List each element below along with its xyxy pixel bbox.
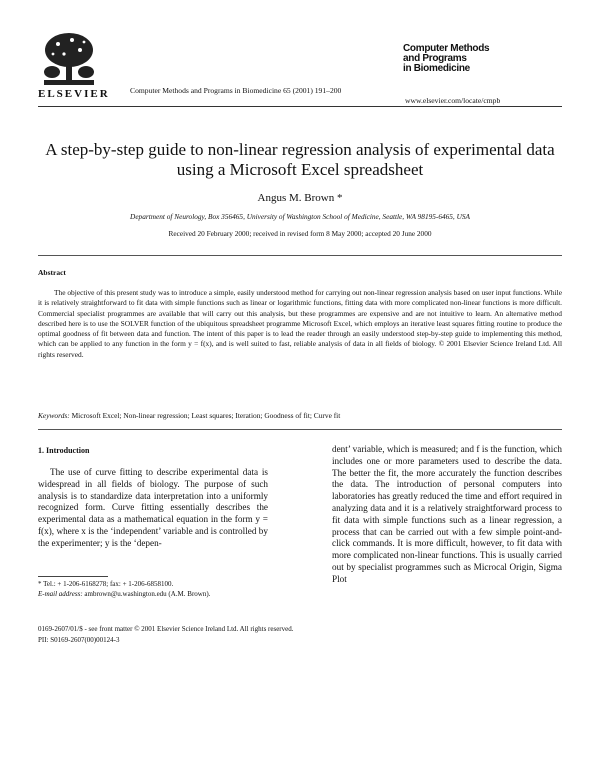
front-matter bbox=[38, 624, 294, 646]
footnote-email bbox=[38, 590, 268, 600]
journal-reference: Computer Methods and Programs in Biomedicine 65 (2001) 191–200 bbox=[130, 86, 342, 95]
footnote-contact: * Tel.: + 1-206-6168278; fax: + 1-206-6858100. bbox=[38, 580, 174, 588]
author-name: Angus M. Brown * bbox=[257, 192, 343, 204]
abstract-text: The objective of this present study was to introduce a simple, easily understood method for carrying out non-linear regression analysis based on user input functions. While it is relatively straightforward to fit data with simple functions such as linear or logarithmic functions, fitting data with more complicated non-linear functions is more difficult. Commercial specialist programmes are available that will carry out this analysis, but these programmes are expensive and are not intuitive to learn. An alternative method described here is to use the SOLVER function of the ubiquitous spreadsheet programme Microsoft Excel, which employs an iterative least squares fitting routine to produce the optimal goodness of fit between data and function. The intent of this paper is to lead the reader through an easily understood step-by-step guide to implementing this method, which can be applied to any function in the form y = f(x), and is well suited to fast, reliable analysis of data in all fields of biology. © 2001 Elsevier Science Ireland Ltd. All rights reserved. bbox=[38, 288, 562, 359]
abstract-heading: Abstract bbox=[38, 268, 66, 277]
pii-line: PII: S0169-2607(00)00124-3 bbox=[38, 636, 120, 644]
issn-line: 0169-2607/01/$ - see front matter © 2001 Elsevier Science Ireland Ltd. All rights reserved. bbox=[38, 625, 294, 633]
footnote-rule bbox=[38, 576, 108, 577]
article-title: A step-by-step guide to non-linear regression analysis of experimental data using a Microsoft Excel spreadsheet bbox=[45, 140, 555, 179]
journal-url-link[interactable]: www.elsevier.com/locate/cmpb bbox=[405, 96, 501, 105]
keywords-list: Microsoft Excel; Non-linear regression; Least squares; Iteration; Goodness of fit; Curve fit bbox=[71, 411, 341, 420]
keywords-label: Keywords: bbox=[38, 411, 70, 420]
received-dates: Received 20 February 2000; received in revised form 8 May 2000; accepted 20 June 2000 bbox=[168, 229, 432, 238]
body-column-left: The use of curve fitting to describe experimental data is widespread in all fields of biology. The purpose of such analysis is to standardize data interpretation into a uniformly recognized form. Curve fitting essentially describes the experimental data as a mathematical equation in the form y = f(x), where x is the ‘independent’ variable and is controlled by the experimenter; y is the ‘depen- bbox=[38, 467, 268, 548]
journal-brand bbox=[403, 44, 563, 74]
abstract-bottom-rule bbox=[38, 429, 562, 430]
journal-brand-line: and Programs bbox=[403, 53, 467, 64]
abstract-top-rule bbox=[38, 255, 562, 256]
keywords bbox=[38, 411, 562, 420]
publisher-name: ELSEVIER bbox=[38, 88, 110, 100]
header-rule bbox=[38, 106, 562, 107]
body-column-right: dent’ variable, which is measured; and f is the function, which includes one or more parameters used to describe the data. The better the fit, the more accurately the function describes the data. The introduction of personal computers into laboratories has greatly reduced the time and effort required in analyzing data and it is a relatively straightforward process to fit data with simple functions such as a linear regression, a process that can be carried out with a few simple point-and-click commands. It is more difficult, however, to fit data with more complicated non-linear functions. This is usually carried out by specialist programmes such as Microcal Origin, Sigma Plot bbox=[332, 444, 562, 584]
journal-brand-line: in Biomedicine bbox=[403, 63, 470, 74]
footnote bbox=[38, 580, 268, 599]
email-label: E-mail address: bbox=[38, 589, 83, 598]
elsevier-tree-logo-icon bbox=[38, 30, 100, 88]
email-address[interactable]: ambrown@u.washington.edu (A.M. Brown). bbox=[84, 589, 211, 598]
section-heading: 1. Introduction bbox=[38, 446, 90, 455]
author-affiliation: Department of Neurology, Box 356465, University of Washington School of Medicine, Seattle, WA 98195-6465, USA bbox=[130, 212, 470, 221]
journal-brand-line: Computer Methods bbox=[403, 43, 490, 54]
